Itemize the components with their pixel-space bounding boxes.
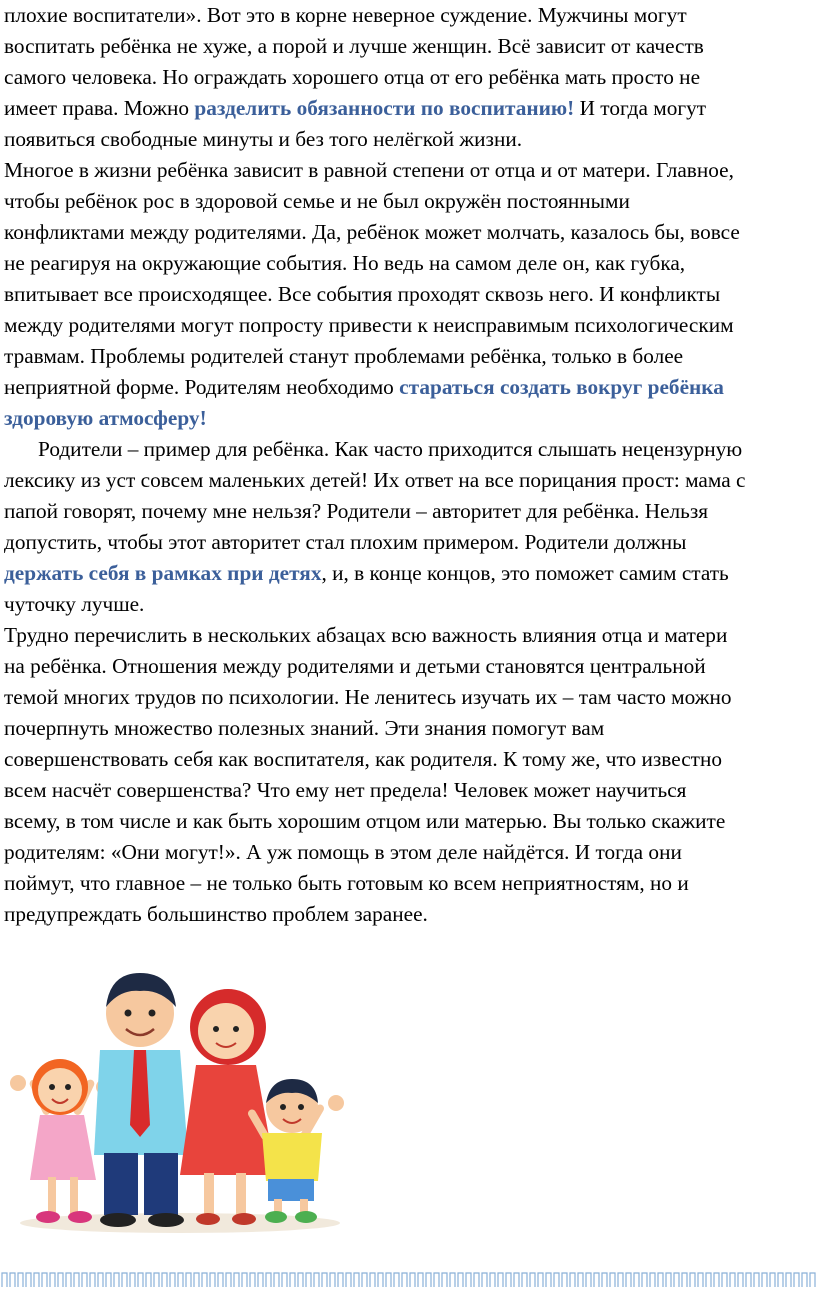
text-line xyxy=(4,868,689,899)
family-illustration xyxy=(0,955,360,1245)
text-segment: папой говорят, почему мне нельзя? Родители – авторитет для ребёнка. Нельзя xyxy=(4,499,709,523)
decorative-border xyxy=(0,1268,816,1289)
text-line xyxy=(4,124,522,155)
highlighted-text: стараться создать вокруг ребёнка xyxy=(399,375,724,399)
text-line xyxy=(4,0,687,31)
text-line xyxy=(4,589,144,620)
text-segment: предупреждать большинство проблем заранее. xyxy=(4,902,428,926)
text-line xyxy=(4,248,685,279)
text-segment: всем насчёт совершенства? Что ему нет предела! Человек может научиться xyxy=(4,778,687,802)
text-line xyxy=(4,651,706,682)
text-segment: чуточку лучше. xyxy=(4,592,145,616)
text-line xyxy=(4,744,722,775)
text-segment: чтобы ребёнок рос в здоровой семье и не был окружён постоянными xyxy=(4,189,630,213)
text-line xyxy=(4,713,604,744)
text-segment: неприятной форме. Родителям необходимо xyxy=(4,375,400,399)
text-line xyxy=(4,899,428,930)
text-segment: самого человека. Но ограждать хорошего отца от его ребёнка мать просто не xyxy=(4,65,701,89)
text-line xyxy=(4,403,207,434)
text-line xyxy=(4,31,704,62)
text-line xyxy=(4,62,700,93)
text-line xyxy=(4,310,734,341)
text-segment: травмам. Проблемы родителей станут проблемами ребёнка, только в более xyxy=(4,344,684,368)
text-segment: Родители – пример для ребёнка. Как часто приходится слышать нецензурную xyxy=(38,437,743,461)
text-segment: , и, в конце концов, это поможет самим стать xyxy=(321,561,729,585)
text-line xyxy=(4,372,724,403)
text-line xyxy=(4,682,732,713)
text-segment: поймут, что главное – не только быть готовым ко всем неприятностям, но и xyxy=(4,871,689,895)
text-segment: Трудно перечислить в нескольких абзацах всю важность влияния отца и матери xyxy=(4,623,728,647)
text-line xyxy=(4,186,630,217)
text-segment: родителям: «Они могут!». А уж помощь в этом деле найдётся. И тогда они xyxy=(4,840,682,864)
text-line xyxy=(4,496,708,527)
text-line xyxy=(4,837,682,868)
text-segment: Многое в жизни ребёнка зависит в равной степени от отца и от матери. Главное, xyxy=(4,158,734,182)
highlighted-text: разделить обязанности по воспитанию! xyxy=(194,96,575,120)
text-segment: имеет права. Можно xyxy=(4,96,195,120)
text-segment: не реагируя на окружающие события. Но ведь на самом деле он, как губка, xyxy=(4,251,686,275)
highlighted-text: здоровую атмосферу! xyxy=(4,406,207,430)
text-line xyxy=(4,558,729,589)
text-segment: допустить, чтобы этот авторитет стал плохим примером. Родители должны xyxy=(4,530,687,554)
text-line xyxy=(4,620,727,651)
highlighted-text: держать себя в рамках при детях xyxy=(4,561,322,585)
text-line xyxy=(4,465,745,496)
text-line xyxy=(4,527,686,558)
text-segment: появиться свободные минуты и без того нелёгкой жизни. xyxy=(4,127,523,151)
text-segment: воспитать ребёнка не хуже, а порой и лучше женщин. Всё зависит от качеств xyxy=(4,34,704,58)
text-segment: конфликтами между родителями. Да, ребёнок может молчать, казалось бы, вовсе xyxy=(4,220,740,244)
text-line xyxy=(4,806,725,837)
text-segment: И тогда могут xyxy=(574,96,707,120)
text-segment: плохие воспитатели». Вот это в корне неверное суждение. Мужчины могут xyxy=(4,3,687,27)
text-segment: между родителями могут попросту привести к неисправимым психологическим xyxy=(4,313,734,337)
text-segment: впитывает все происходящее. Все события проходят сквозь него. И конфликты xyxy=(4,282,721,306)
text-segment: всему, в том числе и как быть хорошим отцом или матерью. Вы только скажите xyxy=(4,809,726,833)
text-line xyxy=(4,93,706,124)
mother-figure xyxy=(180,989,276,1225)
text-line xyxy=(4,341,683,372)
text-line xyxy=(4,217,740,248)
text-segment: почерпнуть множество полезных знаний. Эти знания помогут вам xyxy=(4,716,605,740)
text-segment: темой многих трудов по психологии. Не ленитесь изучать их – там часто можно xyxy=(4,685,732,709)
text-line xyxy=(38,434,742,465)
text-line xyxy=(4,279,720,310)
text-segment: на ребёнка. Отношения между родителями и детьми становятся центральной xyxy=(4,654,706,678)
text-segment: совершенствовать себя как воспитателя, как родителя. К тому же, что известно xyxy=(4,747,723,771)
father-figure xyxy=(94,973,188,1227)
text-segment: лексику из уст совсем маленьких детей! Их ответ на все порицания прост: мама с xyxy=(4,468,746,492)
text-line xyxy=(4,775,686,806)
text-line xyxy=(4,155,734,186)
